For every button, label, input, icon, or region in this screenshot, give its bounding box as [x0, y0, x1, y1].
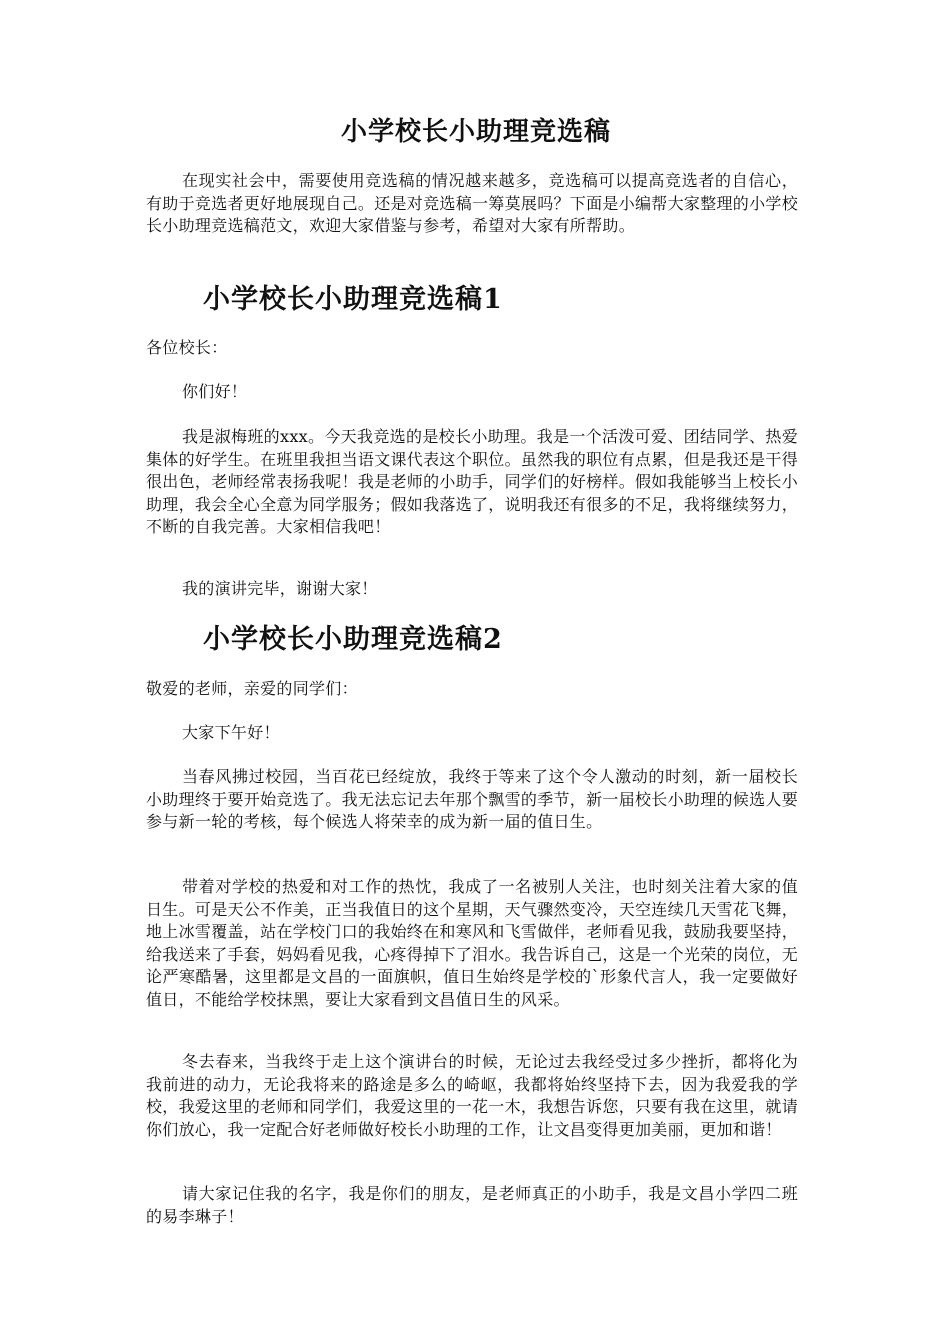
section-1-greeting: 你们好！ — [182, 382, 248, 401]
intro-paragraph: 在现实社会中，需要使用竞选稿的情况越来越多，竞选稿可以提高竞选者的自信心，有助于竞选者更好地展现自己。还是对竞选稿一筹莫展吗？下面是小编帮大家整理的小学校长小助理竞选稿范文，欢迎大家借鉴与参考，希望对大家有所帮助。 — [146, 171, 799, 235]
document-title: 小学校长小助理竞选稿 — [340, 117, 611, 147]
section-2-greeting: 大家下午好！ — [182, 723, 280, 742]
section-2-paragraph-3: 冬去春来，当我终于走上这个演讲台的时候，无论过去我经受过多少挫折，都将化为我前进的动力，无论我将来的路途是多么的崎岖，我都将始终坚持下去，因为我爱我的学校，我爱这里的老师和同学们，我爱这里的一花一木，我想告诉您，只要有我在这里，就请你们放心，我一定配合好老师做好校长小助理的工作，让文昌变得更加美丽，更加和谐！ — [146, 1052, 799, 1139]
section-2-salutation: 敬爱的老师，亲爱的同学们： — [146, 679, 358, 698]
section-1-salutation: 各位校长： — [146, 338, 228, 357]
section-2-heading: 小学校长小助理竞选稿2 — [203, 624, 503, 655]
section-2-paragraph-2: 带着对学校的热爱和对工作的热忱，我成了一名被别人关注，也时刻关注着大家的值日生。可是天公不作美，正当我值日的这个星期，天气骤然变冷，天空连续几天雪花飞舞，地上冰雪覆盖，站在学校门口的我始终在和寒风和飞雪做伴，老师看见我，鼓励我要坚持，给我送来了手套，妈妈看见我，心疼得掉下了泪水。我告诉自己，这是一个光荣的岗位，无论严寒酷暑，这里都是文昌的一面旗帜，值日生始终是学校的`形象代言人，我一定要做好值日，不能给学校抹黑，要让大家看到文昌值日生的风采。 — [146, 877, 799, 1009]
section-1-body: 我是淑梅班的xxx。今天我竞选的是校长小助理。我是一个活泼可爱、团结同学、热爱集体的好学生。在班里我担当语文课代表这个职位。虽然我的职位有点累，但是我还是干得很出色，老师经常表扬我呢！我是老师的小助手，同学们的好榜样。假如我能够当上校长小助理，我会全心全意为同学服务；假如我落选了，说明我还有很多的不足，我将继续努力，不断的自我完善。大家相信我吧！ — [146, 427, 799, 536]
section-2-paragraph-1: 当春风拂过校园，当百花已经绽放，我终于等来了这个令人激动的时刻，新一届校长小助理终于要开始竞选了。我无法忘记去年那个飘雪的季节，新一届校长小助理的候选人要参与新一轮的考核，每个候选人将荣幸的成为新一届的值日生。 — [146, 767, 799, 831]
section-1-closing: 我的演讲完毕，谢谢大家！ — [182, 579, 378, 598]
section-2-paragraph-4: 请大家记住我的名字，我是你们的朋友，是老师真正的小助手，我是文昌小学四二班的易李琳子！ — [146, 1184, 798, 1226]
section-1-heading: 小学校长小助理竞选稿1 — [203, 284, 503, 315]
